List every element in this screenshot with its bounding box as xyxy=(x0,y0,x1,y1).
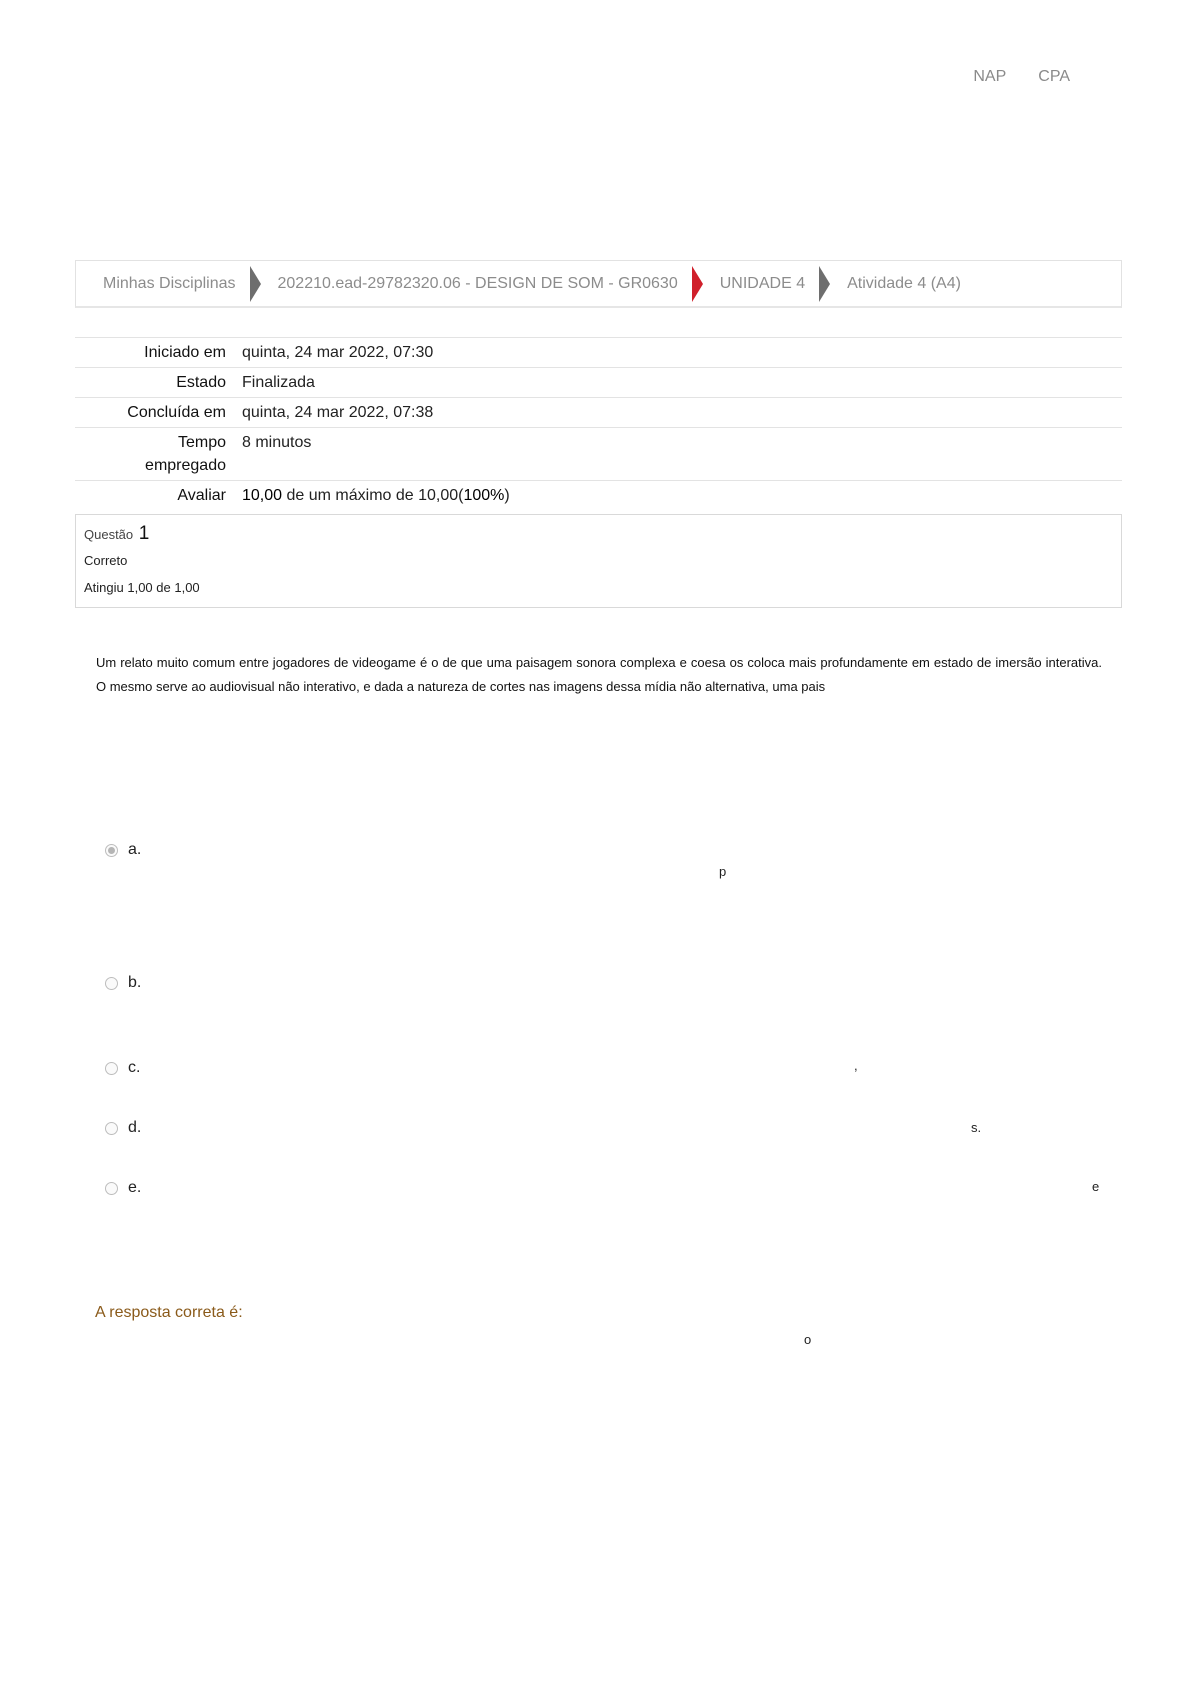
breadcrumb-course[interactable]: 202210.ead-29782320.06 - DESIGN DE SOM - GR0630 xyxy=(277,274,678,292)
answer-option-a[interactable] xyxy=(105,841,141,859)
completed-label: Concluída em xyxy=(127,404,226,421)
grade-label: Avaliar xyxy=(177,487,226,504)
summary-row-completed xyxy=(75,398,1122,428)
breadcrumb-unit[interactable]: UNIDADE 4 xyxy=(719,274,806,292)
started-label: Iniciado em xyxy=(144,344,226,361)
summary-row-time xyxy=(75,428,1122,481)
time-label xyxy=(75,428,240,481)
answer-d-text-fragment: s. xyxy=(971,1120,982,1135)
answer-option-b[interactable] xyxy=(105,974,141,992)
grade-end: ) xyxy=(504,487,510,504)
answer-c-text-fragment: , xyxy=(854,1058,858,1073)
summary-row-started xyxy=(75,338,1122,368)
state-value: Finalizada xyxy=(242,374,315,391)
completed-value: quinta, 24 mar 2022, 07:38 xyxy=(242,404,434,421)
breadcrumb xyxy=(75,260,1122,308)
radio-icon[interactable] xyxy=(105,1062,118,1075)
answer-letter: d. xyxy=(128,1119,142,1136)
top-links xyxy=(973,68,1070,86)
breadcrumb-separator-icon xyxy=(692,266,703,302)
question-text: Um relato muito comum entre jogadores de videogame é o de que uma paisagem sonora complexa e coesa os coloca mais profundamente em estado de imersão interativa. O mesmo serve ao audiovisual não interativo, e dada a natureza de cortes nas imagens dessa mídia não alternativa, uma pais xyxy=(96,655,1102,694)
breadcrumb-separator-icon xyxy=(819,266,830,302)
radio-checked-icon[interactable] xyxy=(105,844,118,857)
answer-e-text-fragment: e xyxy=(1092,1179,1100,1194)
question-mark: Atingiu 1,00 de 1,00 xyxy=(84,580,200,595)
breadcrumb-separator-icon xyxy=(250,266,261,302)
answer-option-c[interactable] xyxy=(105,1059,140,1077)
state-label: Estado xyxy=(176,374,226,391)
time-label-line2: empregado xyxy=(145,457,226,474)
attempt-summary-table xyxy=(75,337,1122,510)
cpa-link[interactable]: CPA xyxy=(1038,68,1070,85)
correct-answer-text-fragment: o xyxy=(804,1332,812,1347)
question-info-box xyxy=(75,514,1122,608)
question-number xyxy=(84,523,1113,545)
started-value: quinta, 24 mar 2022, 07:30 xyxy=(242,344,434,361)
summary-row-grade xyxy=(75,481,1122,511)
grade-score: 10,00 xyxy=(242,487,283,504)
breadcrumb-activity[interactable]: Atividade 4 (A4) xyxy=(847,274,961,292)
grade-middle: de um máximo de 10,00( xyxy=(282,487,464,504)
breadcrumb-my-courses[interactable]: Minhas Disciplinas xyxy=(103,274,236,292)
grade-value xyxy=(240,481,1122,511)
answer-option-d[interactable] xyxy=(105,1119,141,1137)
question-status: Correto xyxy=(84,553,128,568)
answer-option-e[interactable] xyxy=(105,1179,141,1197)
question-label: Questão xyxy=(84,527,134,542)
time-label-line1: Tempo xyxy=(177,434,226,451)
nap-link[interactable]: NAP xyxy=(973,68,1007,85)
answer-a-text-fragment: p xyxy=(719,864,727,879)
radio-icon[interactable] xyxy=(105,1182,118,1195)
answer-letter: e. xyxy=(128,1179,142,1196)
correct-answer-label: A resposta correta é: xyxy=(95,1304,243,1321)
answer-letter: a. xyxy=(128,841,142,858)
question-number-value: 1 xyxy=(138,523,150,544)
answer-letter: b. xyxy=(128,974,142,991)
answer-letter: c. xyxy=(128,1059,141,1076)
grade-percent: 100% xyxy=(463,487,505,504)
radio-icon[interactable] xyxy=(105,977,118,990)
radio-icon[interactable] xyxy=(105,1122,118,1135)
summary-row-state xyxy=(75,368,1122,398)
time-value: 8 minutos xyxy=(242,434,312,451)
